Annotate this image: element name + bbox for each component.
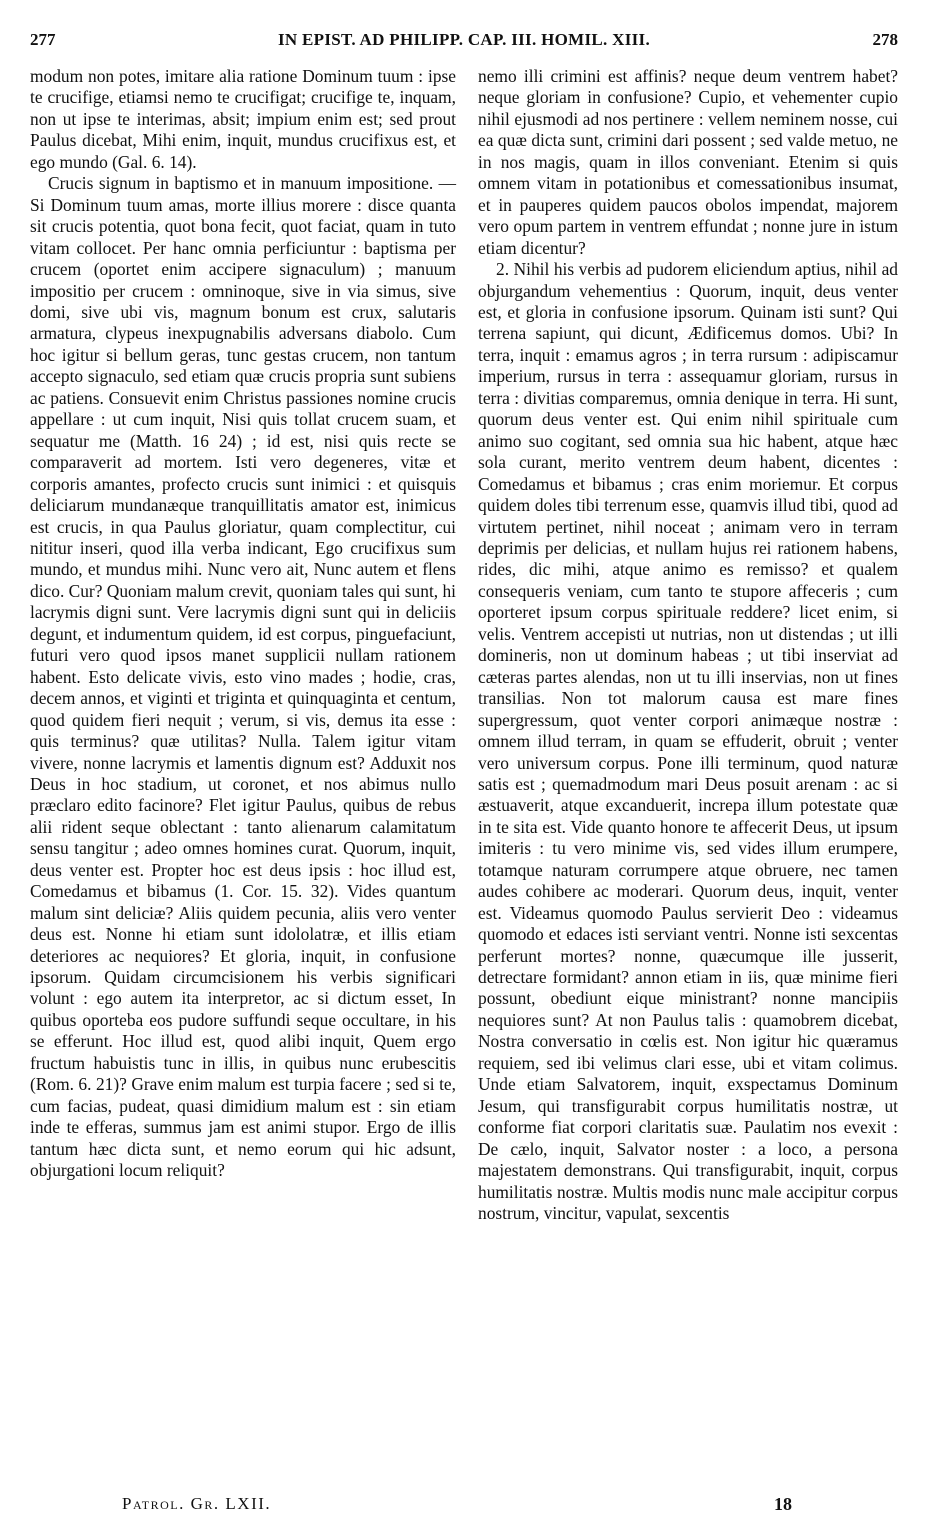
left-column	[30, 66, 456, 1182]
right-paragraph-1: nemo illi crimini est affinis? neque deum ventrem habet? neque gloriam in confusione? Cupio, et vehementer cupio nihil ejusmodi ad nos pertinere : vellem neminem nosse, cui ea quæ dicta sunt, crimini dari possent ; sed valde metuo, ne in nos magis, quam in illos conveniant. Etenim si quis omnem vitam in potationibus et comessationibus insumat, et in pauperes quidem paucos obolos impendat, majorem vero opum partem in ventrem effundat ; nonne jure in istum etiam dicentur?	[478, 66, 898, 258]
page-number-right: 278	[872, 30, 898, 49]
left-paragraph-2: Crucis signum in baptismo et in manuum impositione. — Si Dominum tuum amas, morte illius morere : disce quanta sit crucis potentia, quot bona fecit, quot faciat, quam in tuto vitam collocet. Per hanc omnia perficiuntur : baptisma per crucem (oportet enim accipere signaculum) ; manuum impositio per crucem : omninoque, sive in via simus, sive domi, sive ubi vis, magnum bonum est crux, salutaris armatura, clypeus inexpugnabilis adversans diabolo. Cum hoc igitur si bellum geras, tunc gestas crucem, non tantum accepto signaculo, sed etiam quæ crucis propria sunt subiens ac patiens. Consuevit enim Christus passiones nomine crucis appellare : ut cum inquit, Nisi quis tollat crucem suam, et sequatur me (Matth. 16 24) ; id est, nisi quis recte se comparaverit ad mortem. Isti vero degeneres, vitæ et corporis amantes, profecto crucis sunt inimici : et quisquis deliciarum mundanæque tranquillitatis amator est, inimicus est crucis, in qua Paulus gloriatur, quam complectitur, cui nititur inseri, quod illa verba indicant, Ego crucifixus sum mundo, et mundus mihi. Nunc vero ait, Nunc autem et flens dico. Cur? Quoniam malum crevit, quoniam tales qui sunt, hi lacrymis digni sunt. Vere lacrymis digni sunt qui in deliciis degunt, et indumentum quidem, id est corpus, pinguefaciunt, futuri vero quod ipsos manet supplicii nullam rationem habent. Esto delicate vivis, esto vino mades ; hodie, cras, decem annos, et viginti et triginta et quinquaginta et centum, quod quidem fieri nequit ; verum, si vis, demus ita esse : quis terminus? quæ utilitas? Nulla. Talem igitur vitam vivere, nonne lacrymis et lamentis dignum est? Adduxit nos Deus in hoc stadium, ut coronet, et nos abimus nullo præclaro edito facinore? Flet igitur Paulus, quibus de rebus alii rident seque oblectant : tanto alienarum calamitatum sensu tangitur ; adeo omnes homines curat. Quorum, inquit, deus venter est. Propter hoc est deus ipsis : hoc illud est, Comedamus et bibamus (1. Cor. 15. 32). Vides quantum malum sint deliciæ? Aliis quidem pecunia, aliis vero venter deus est. Nonne hi etiam sunt idololatræ, et illis etiam deteriores ac nequiores? Et gloria, inquit, in confusione ipsorum. Quidam circumcisionem his verbis significari volunt : ego autem ita interpretor, ac si dictum esset, In quibus oporteba eos pudore suffundi seque occultare, in his se efferunt. Hoc illud est, quod alibi inquit, Quem ergo fructum habuistis tunc in illis, in quibus nunc erubescitis (Rom. 6. 21)? Grave enim malum est turpia facere ; sed si te, cum facias, pudeat, quasi dimidium malum est : sin etiam inde te efferas, summus jam est animi stupor. Ergo de illis tantum hæc dicta sunt, et nemo eorum qui hic adsunt, objurgationi locum reliquit?	[30, 173, 456, 1181]
left-paragraph-1: modum non potes, imitare alia ratione Dominum tuum : ipse te crucifige, etiamsi nemo te crucifigat; crucifige te, inquam, non ut ipse te interimas, absit; impium enim est; sed prout Paulus dicebat, Mihi enim, inquit, mundus crucifixus est, et ego mundo (Gal. 6. 14).	[30, 66, 456, 172]
sheet-number: 18	[774, 1494, 792, 1514]
running-title: IN EPIST. AD PHILIPP. CAP. III. HOMIL. XIII.	[277, 30, 650, 49]
right-column	[478, 66, 898, 1224]
running-header	[30, 30, 898, 56]
page-number-left: 277	[30, 30, 56, 49]
right-paragraph-2: 2. Nihil his verbis ad pudorem eliciendum aptius, nihil ad objurgandum vehementius : Quorum, inquit, deus venter est, et gloria in confusione ipsorum. Quinam isti sunt? Qui terrena sapiunt, qui dicunt, Ædificemus domos. Ubi? In terra, inquit : emamus agros ; in terra rursum : adipiscamur imperium, rursus in terra : assequamur gloriam, rursus in terra : divitias comparemus, omnia denique in terra. Hi sunt, quorum deus venter est. Qui enim nihil spirituale cum animo suo cogitant, sed omnia sua hic habent, atque hæc sola curant, merito ventrem deum habent, dicentes : Comedamus et bibamus ; cras enim moriemur. Et corpus quidem doles tibi terrenum esse, quamvis illud tibi, quod ad virtutem pertinet, nihil noceat ; animam vero in terram deprimis per delicias, et nullam hujus rei rationem habens, rides, dic mihi, atque animo es remisso? et qualem consequeris veniam, cum tanto te stupore affeceris ; cum oporteret ipsum corpus spirituale reddere? licet enim, si velis. Ventrem accepisti ut nutrias, non ut distendas ; ut illi domineris, non ut dominum habeas ; ut tibi inserviat ad cæteras partes alendas, non ut tu illi inservias, non ut fines transilias. Non tot malorum causa est mare fines supergressum, quot venter corpori animæque nostræ : omnem illud terram, in quam se effuderit, obruit ; venter vero universum corpus. Pone illi terminum, quod naturæ satis est ; quemadmodum mari Deus posuit arenam : ac si æstuaverit, atque excanduerit, increpa illum potestate quæ in te sita est. Vide quanto honore te affecerit Deus, ut ipsum imiteris : tu vero minime vis, sed vides illum erumpere, totamque naturam corrumpere atque obruere, nec tamen audes cohibere ac moderari. Quorum deus, inquit, venter est. Videamus quomodo Paulus servierit Deo : videamus quomodo et edaces isti serviant ventri. Nonne isti sexcentas perferunt mortes? nonne, quæcumque ille jusserit, detrectare formidant? annon etiam in iis, quæ minime fieri possunt, obediunt eique ministrant? nonne mancipiis nequiores sunt? At non Paulus talis : quamobrem dicebat, Nostra conversatio in cœlis est. Non igitur hic quæramus requiem, sed ibi velimus clari esse, ubi et vitam colimus. Unde etiam Salvatorem, inquit, exspectamus Dominum Jesum, qui transfigurabit corpus humilitatis nostræ, ut conforme fiat corpori claritatis suæ. Paulatim nos evexit : De cælo, inquit, Salvator noster : a loco, a persona majestatem demonstrans. Qui transfigurabit, inquit, corpus humilitatis nostræ. Multis modis nunc male accipitur corpus nostrum, vincitur, vapulat, sexcentis	[478, 259, 898, 1224]
volume-signature: Patrol. Gr. LXII.	[122, 1494, 272, 1513]
